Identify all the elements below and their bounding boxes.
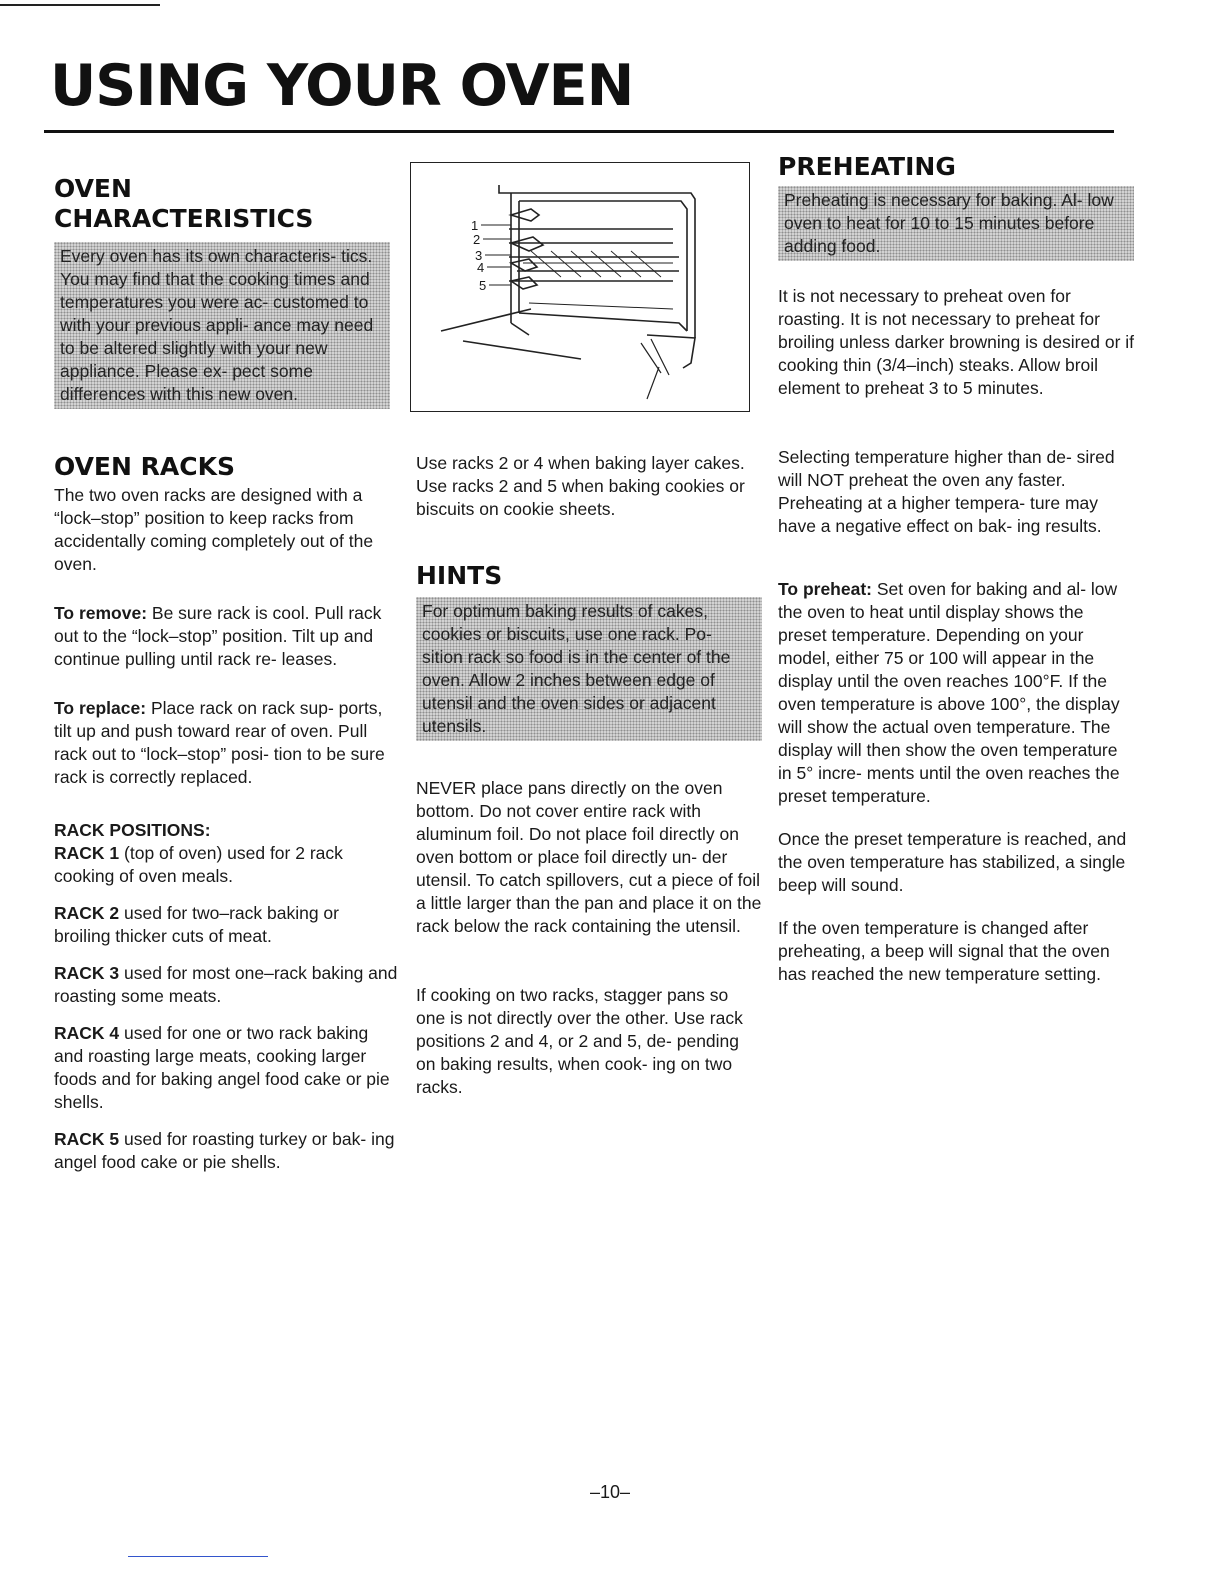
rack-4-text: used for one or two rack baking and roasting large meats, cooking larger foods and for baking angel food cake or pie shells. xyxy=(54,1023,390,1112)
preheating-heading: PREHEATING xyxy=(778,152,956,181)
rack-number-5: 5 xyxy=(479,278,487,293)
changed-paragraph: If the oven temperature is changed after preheating, a beep will signal that the oven has reached the new temperature setting. xyxy=(778,918,1110,984)
to-replace-label: To replace: xyxy=(54,698,147,718)
heading-line-2: CHARACTERISTICS xyxy=(54,204,314,233)
top-rule xyxy=(0,4,160,6)
rack-2-label: RACK 2 xyxy=(54,903,120,923)
rack-1-label: RACK 1 xyxy=(54,843,120,863)
to-remove-label: To remove: xyxy=(54,603,148,623)
rack-number-4: 4 xyxy=(477,260,485,275)
heading-line-1: OVEN xyxy=(54,174,132,203)
rack-1-paragraph xyxy=(54,842,400,888)
hints-heading: HINTS xyxy=(416,561,503,590)
rack-number-3: 3 xyxy=(475,248,483,263)
rack-5-label: RACK 5 xyxy=(54,1129,120,1149)
to-preheat-text: Set oven for baking and al- low the oven to heat until display shows the preset temperature. Depending on your model, either 75 or 100 will appear in the display until the oven reaches 100°F. If the oven temperature is above 100°, the display will show the actual oven temperature. The display will then show the oven temperature in 5° incre- ments until the oven reaches the preset temperature. xyxy=(778,579,1120,806)
rack-number-2: 2 xyxy=(473,232,481,247)
rack-3-label: RACK 3 xyxy=(54,963,120,983)
preheating-section xyxy=(778,152,1134,986)
rack-5-text: used for roasting turkey or bak- ing angel food cake or pie shells. xyxy=(54,1129,395,1172)
to-remove-text: Be sure rack is cool. Pull rack out to the “lock–stop” position. Tilt up and continue pulling until rack re- leases. xyxy=(54,603,382,669)
higher-temp-paragraph: Selecting temperature higher than de- sired will NOT preheat the oven any faster. Preheating at a higher tempera- ture may have a negative effect on bak- ing results. xyxy=(778,447,1115,536)
rack-4-paragraph xyxy=(54,1022,400,1114)
to-replace-paragraph xyxy=(54,697,400,789)
oven-racks-intro: The two oven racks are designed with a “lock–stop” position to keep racks from accidentally coming completely out of the oven. xyxy=(54,485,374,574)
rack-3-paragraph xyxy=(54,962,400,1008)
to-replace-text: Place rack on rack sup- ports, tilt up and push toward rear of oven. Pull rack out to “lock–stop” posi- tion to be sure rack is correctly replaced. xyxy=(54,698,385,787)
rack-2-text: used for two–rack baking or broiling thicker cuts of meat. xyxy=(54,903,339,946)
page-number: –10– xyxy=(590,1482,631,1502)
never-paragraph: NEVER place pans directly on the oven bottom. Do not cover entire rack with aluminum foil. Do not place foil directly on oven bottom or place foil directly un- der utensil. To catch spillovers, cut a piece of foil a little larger than the pan and place it on the rack below the rack containing the utensil. xyxy=(416,778,762,936)
rack-1-text: (top of oven) used for 2 rack cooking of oven meals. xyxy=(54,843,343,886)
middle-column xyxy=(416,452,762,1099)
roasting-paragraph: It is not necessary to preheat oven for roasting. It is not necessary to preheat for broiling unless darker browning is desired or if cooking thin (3/4–inch) steaks. Allow broil element to preheat 3 to 5 minutes. xyxy=(778,286,1135,398)
hints-note: For optimum baking results of cakes, cookies or biscuits, use one rack. Po- sition rack so food is in the center of the oven. Allow 2 inches between edge of utensil and the oven sides or adjacent utensils. xyxy=(416,597,762,741)
oven-racks-section xyxy=(54,452,400,1174)
oven-characteristics-section xyxy=(54,174,390,409)
rack-5-paragraph xyxy=(54,1128,400,1174)
rack-3-text: used for most one–rack baking and roasting some meats. xyxy=(54,963,398,1006)
to-remove-paragraph xyxy=(54,602,400,671)
page-title: USING YOUR OVEN xyxy=(50,53,634,119)
oven-rack-diagram xyxy=(410,162,750,412)
rack-number-1: 1 xyxy=(471,218,479,233)
two-racks-paragraph: If cooking on two racks, stagger pans so one is not directly over the other. Use rack positions 2 and 4, or 2 and 5, de- pending on baking results, when cook- ing on two racks. xyxy=(416,985,743,1097)
preheating-note: Preheating is necessary for baking. Al- low oven to heat for 10 to 15 minutes before adding food. xyxy=(778,186,1134,261)
layer-cakes-paragraph: Use racks 2 or 4 when baking layer cakes. Use racks 2 and 5 when baking cookies or biscuits on cookie sheets. xyxy=(416,453,745,519)
bottom-rule xyxy=(128,1556,268,1557)
oven-characteristics-heading xyxy=(54,174,390,234)
oven-characteristics-note: Every oven has its own characteris- tics. You may find that the cooking times and temperatures you were ac- customed to with your previous appli- ance may need to be altered slightly with your new appliance. Please ex- pect some differences with this new oven. xyxy=(54,242,390,409)
rack-2-paragraph xyxy=(54,902,400,948)
rack-positions-heading: RACK POSITIONS: xyxy=(54,820,211,840)
oven-racks-heading: OVEN RACKS xyxy=(54,452,235,481)
to-preheat-paragraph xyxy=(778,578,1134,808)
rack-4-label: RACK 4 xyxy=(54,1023,120,1043)
oven-illustration xyxy=(411,163,751,413)
once-paragraph: Once the preset temperature is reached, and the oven temperature has stabilized, a single beep will sound. xyxy=(778,829,1127,895)
to-preheat-label: To preheat: xyxy=(778,579,872,599)
title-rule xyxy=(44,130,1114,133)
